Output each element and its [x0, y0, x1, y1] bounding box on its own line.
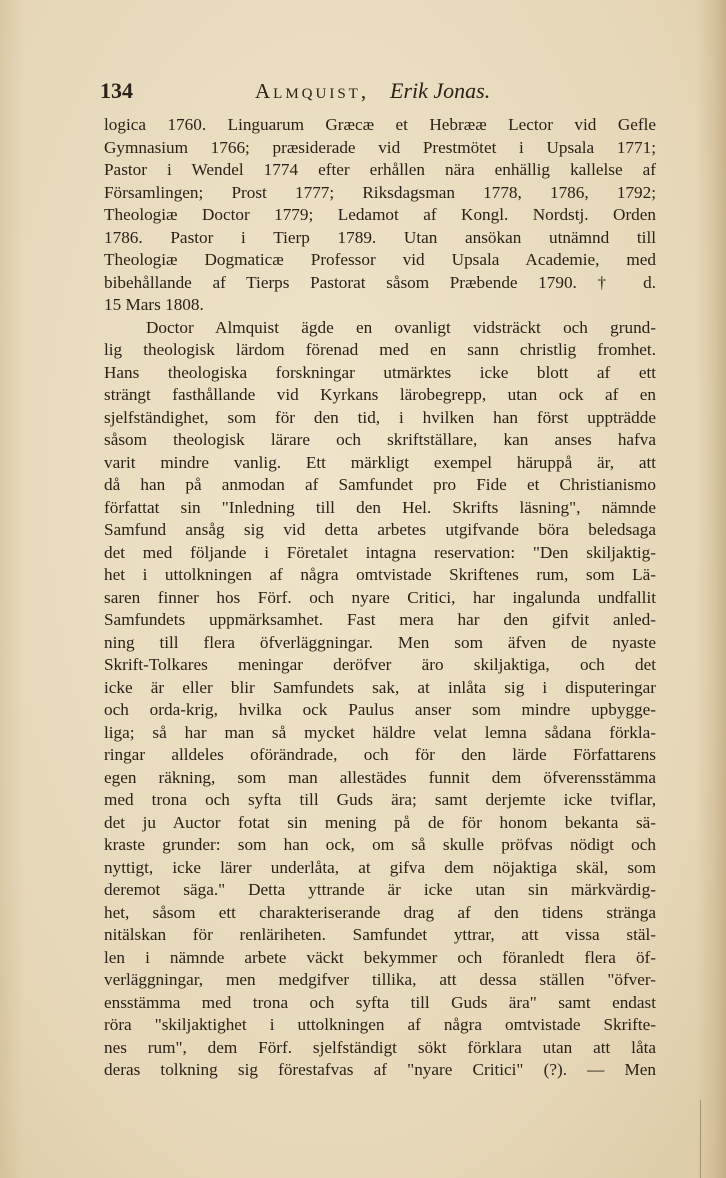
text-line: det med följande i Företalet intagna reservation: "Den skiljaktig- [104, 542, 656, 562]
page-edge-shadow [696, 0, 726, 1178]
text-line: det ju Auctor fotat sin mening på de för honom bekanta sä- [104, 812, 656, 832]
text-line: varit mindre vanlig. Ett märkligt exempel häruppå är, att [104, 452, 656, 472]
text-line: icke är eller blir Samfundets sak, at inlåta sig i disputeringar [104, 677, 656, 697]
text-line: med trona och syfta till Guds ära; samt derjemte icke tviflar, [104, 790, 656, 809]
text-line: 15 Mars 1808. [104, 295, 204, 314]
body-text [104, 114, 656, 1082]
text-line: egen räkning, som man allestädes funnit dem öfverensstämma [104, 767, 656, 787]
text-line: och orda-krig, hvilka ock Paulus anser som mindre upbygge- [104, 700, 656, 719]
text-line: Doctor Almquist ägde en ovanligt vidsträckt och grund- [146, 317, 656, 337]
text-line: nitälskan för renläriheten. Samfundet yttrar, att vissa stäl- [104, 925, 656, 944]
text-line: Skrift-Tolkares meningar deröfver äro skiljaktiga, och det [104, 655, 656, 674]
text-line: Församlingen; Prost 1777; Riksdagsman 1778, 1786, 1792; [104, 182, 656, 202]
text-line: då han på anmodan af Samfundet pro Fide et Christianismo [104, 475, 656, 494]
text-line: lig theologisk lärdom förenad med en sann christlig fromhet. [104, 340, 656, 359]
text-line: såsom theologisk lärare och skriftställare, kan anses hafva [104, 430, 656, 449]
text-line: ning till flera öfverläggningar. Men som äfven de nyaste [104, 632, 656, 652]
text-line: strängt fasthållande vid Kyrkans lärobegrepp, utan ock af en [104, 385, 656, 404]
text-line: deras tolkning sig förestafvas af "nyare Critici" (?). — Men [104, 1060, 656, 1079]
text-line: Samfundets uppmärksamhet. Fast mera har den gifvit anled- [104, 610, 656, 629]
text-line: Theologiæ Dogmaticæ Professor vid Upsala Academie, med [104, 250, 656, 269]
text-line: nes rum", dem Förf. sjelfständigt sökt förklara utan att låta [104, 1037, 656, 1057]
text-line: 1786. Pastor i Tierp 1789. Utan ansökan utnämnd till [104, 227, 656, 247]
page-edge-mark [700, 1100, 719, 1178]
running-head-given-names: Erik Jonas. [390, 78, 491, 103]
text-line: het i uttolkningen af några omtvistade Skriftenes rum, som Lä- [104, 565, 656, 584]
text-line: ensstämma med trona och syfta till Guds ära" samt endast [104, 992, 656, 1012]
text-line: kraste grunder: som han ock, om så skulle pröfvas nödigt och [104, 835, 656, 854]
text-line: röra "skiljaktighet i uttolkningen af några omtvistade Skrifte- [104, 1015, 656, 1034]
page-number: 134 [100, 78, 133, 103]
text-line: len i nämnde arbete väckt bekymmer och föranledt flera öf- [104, 947, 656, 967]
text-line: het, såsom ett charakteriserande drag af den tidens stränga [104, 902, 656, 922]
text-line: logica 1760. Linguarum Græcæ et Hebrææ Lector vid Gefle [104, 115, 656, 134]
text-line: saren finner hos Förf. och nyare Critici, har ingalunda undfallit [104, 587, 656, 607]
text-line: nyttigt, icke lärer underlåta, at gifva dem nöjaktiga skäl, som [104, 857, 656, 877]
text-line: författat sin "Inledning till den Hel. Skrifts läsning", nämnde [104, 497, 656, 517]
text-line: liga; så har man så mycket häldre velat lemna sådana förkla- [104, 722, 656, 742]
text-line: bibehållande af Tierps Pastorat såsom Præbende 1790. † d. [104, 272, 656, 292]
running-head-surname: Almquist, [255, 79, 370, 103]
text-line: sjelfständighet, som för den tid, i hvilken han först uppträdde [104, 407, 656, 427]
text-line: verläggningar, men medgifver tillika, att dessa ställen "öfver- [104, 970, 656, 989]
text-line: Hans theologiska forskningar utmärktes icke blott af ett [104, 362, 656, 382]
page-gutter-shadow [0, 0, 24, 1178]
text-line: ringar alldeles oförändrade, och för den lärde Författarens [104, 745, 656, 764]
text-line: deremot säga." Detta yttrande är icke utan sin märkvärdig- [104, 880, 656, 899]
text-line: Gymnasium 1766; præsiderade vid Prestmötet i Upsala 1771; [104, 137, 656, 157]
page-header [100, 76, 660, 106]
text-line: Samfund ansåg sig vid detta arbetes utgifvande böra beledsaga [104, 520, 656, 539]
text-line: Pastor i Wendel 1774 efter erhållen nära enhällig kallelse af [104, 160, 656, 179]
text-line: Theologiæ Doctor 1779; Ledamot af Kongl. Nordstj. Orden [104, 205, 656, 224]
